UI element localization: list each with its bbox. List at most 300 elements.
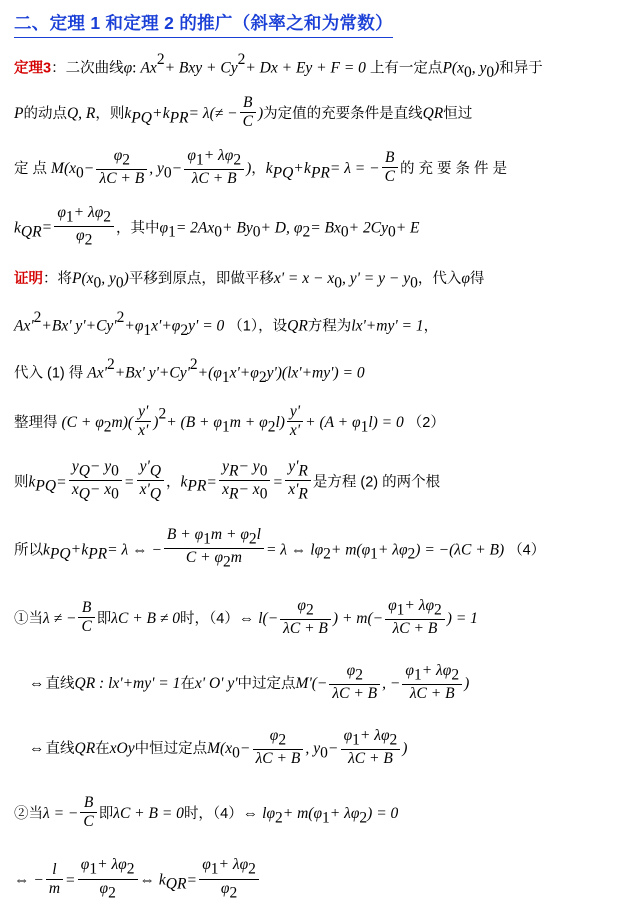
case3-M-sub: 0 xyxy=(232,744,240,762)
theorem-text-c: 和异于 xyxy=(499,60,543,77)
frac-num xyxy=(78,856,138,879)
frac-lphi2: + λφ xyxy=(359,726,390,744)
case-line-4 xyxy=(14,793,626,833)
frac-num xyxy=(402,662,462,685)
theorem-section xyxy=(0,52,640,251)
theorem-text-a: 二次曲线 xyxy=(65,60,124,77)
proof-p5b: 是方程 (2) 的两个根 xyxy=(312,474,441,491)
proof-phi-sym: φ xyxy=(461,270,470,288)
theorem-phi2-eq2: + 2Cy xyxy=(348,219,388,237)
proof-eq3-e: y')(lx'+my') = 0 xyxy=(266,364,365,382)
case-line-5 xyxy=(14,858,626,903)
theorem-QR-line: QR xyxy=(422,105,444,123)
frac-num xyxy=(253,727,304,750)
proof-p6-eq2: = λ ⇔ lφ xyxy=(265,540,324,558)
frac-num: y' xyxy=(135,403,151,422)
frac-xpr: x' xyxy=(288,481,299,499)
frac-phi1-sub: 1 xyxy=(413,666,422,684)
frac-lphi2: + λφ xyxy=(97,856,127,874)
frac-num: B xyxy=(78,599,94,618)
case3-y-sub: 0 xyxy=(320,744,328,762)
fraction-l-over-m xyxy=(46,861,63,898)
case1-c: 时，（4） xyxy=(180,611,239,628)
case4-eq2: ⇔ lφ xyxy=(242,804,276,822)
proof-line-4 xyxy=(14,402,626,442)
proof-kpq-sub: PQ xyxy=(35,477,57,495)
theorem-lambda-eq: = λ(≠ − xyxy=(188,105,238,123)
theorem-M-close: ) xyxy=(246,160,252,178)
theorem-colon: ： xyxy=(51,60,66,77)
frac-num: B xyxy=(382,149,398,168)
frac-yr-sub: R xyxy=(229,462,239,480)
theorem-l3a: 定 点 xyxy=(14,161,48,178)
proof-p5-comma: ， xyxy=(166,474,181,491)
case3-QR: QR xyxy=(74,739,96,757)
frac-x0-sub: 0 xyxy=(111,485,119,503)
proof-eq3-sup2: 2 xyxy=(189,356,198,374)
frac-num xyxy=(385,597,445,620)
theorem-text-b: 上有一定点 xyxy=(369,60,443,77)
frac-den: λC + B xyxy=(392,620,438,638)
frac-plus-lphi: + λφ xyxy=(203,146,234,164)
frac-phi1: φ xyxy=(202,856,211,874)
frac-phi2-sub: 2 xyxy=(103,208,112,226)
frac-lphi2: + λφ xyxy=(404,596,435,614)
frac-xr-sub: R xyxy=(229,485,239,503)
frac-den: λC + B xyxy=(283,620,328,638)
frac-ypr: y' xyxy=(288,458,299,476)
case2-QR: QR : lx'+my' = 1 xyxy=(74,675,181,693)
proof-shift-eq2: , y' = y − y xyxy=(341,270,411,288)
case1-eq: λ ≠ − xyxy=(43,610,77,628)
theorem-line-4 xyxy=(14,203,626,251)
case3-sys: xOy xyxy=(109,739,135,757)
theorem-eq-sup2: 2 xyxy=(237,51,246,68)
proof-line-5 xyxy=(14,460,626,505)
fraction-phi1lphi2-over-lcb xyxy=(184,147,244,188)
proof-p6-eq: = λ ⇔ − xyxy=(107,540,162,558)
proof-eq4-s2b: 2 xyxy=(267,418,276,436)
frac-yq-sub: Q xyxy=(78,462,90,480)
theorem-phi: φ xyxy=(123,59,133,77)
proof-lm-eq: lx'+my' = 1 xyxy=(351,317,424,335)
proof-eq1-num: （1）， xyxy=(228,318,273,335)
case4-eq3: + m(φ xyxy=(282,804,323,822)
proof-p6-plus: + xyxy=(71,540,81,558)
proof-eq3-a: Ax' xyxy=(87,364,107,382)
frac-minus-y0: − y xyxy=(89,458,112,476)
frac-l: l xyxy=(256,525,261,543)
theorem-kpr2: k xyxy=(304,160,311,178)
frac-phi2-sub: 2 xyxy=(434,601,442,619)
frac-minus-x0: − x xyxy=(238,481,260,499)
proof-eq5-eq3: = xyxy=(207,473,217,491)
case1-eq3: ) + m(− xyxy=(332,610,384,628)
frac-den-phi-sub: 2 xyxy=(229,883,238,901)
case1-eq2: ⇔ l(− xyxy=(238,610,279,628)
frac-num: B xyxy=(240,94,256,113)
frac-phi1-sub: 1 xyxy=(65,208,74,226)
proof-eq4-d: + (B + φ xyxy=(166,413,222,431)
frac-phi2-sub: 2 xyxy=(248,860,256,878)
proof-line-6 xyxy=(14,525,626,573)
frac-num xyxy=(280,597,331,620)
proof-eq4-g: + (A + φ xyxy=(305,413,361,431)
proof-eq3-c: +(φ xyxy=(197,364,222,382)
frac-phi2-sub: 2 xyxy=(126,860,135,878)
fraction-yp-over-xp-2 xyxy=(287,403,303,440)
proof-kpr-sub: PR xyxy=(187,477,207,495)
fraction-phi1lphi2-over-phi2-2 xyxy=(199,856,259,901)
proof-eq1-b: +Bx' y'+Cy' xyxy=(41,317,117,335)
proof-label: 证明 xyxy=(14,271,43,288)
frac-phi1: φ xyxy=(80,856,90,874)
proof-p2c: 方程为 xyxy=(307,318,352,335)
theorem-phi2-eq2-sub: 0 xyxy=(387,223,396,241)
proof-P-point: P(x xyxy=(72,270,94,288)
frac-xr: x xyxy=(222,481,229,499)
proof-eq1-sup: 2 xyxy=(33,309,42,327)
case5-eq2: = xyxy=(66,871,75,889)
frac-phi1-sub: 1 xyxy=(352,731,360,749)
proof-shift-eq: x' = x − x xyxy=(273,270,335,288)
frac-ypq-sub: Q xyxy=(149,462,162,480)
frac-num xyxy=(341,727,401,750)
theorem-kpq2: k xyxy=(265,160,273,178)
theorem-kpr-sub: PR xyxy=(169,109,189,127)
frac-B-phi1: B + φ xyxy=(166,525,204,543)
frac-den xyxy=(164,549,264,571)
case2-c: 中过定点 xyxy=(237,676,296,693)
frac-den: λC + B xyxy=(409,684,455,702)
proof-kpq2: k xyxy=(43,540,50,558)
proof-eq3-d: x'+φ xyxy=(229,364,259,382)
theorem-point-sub1: 0 xyxy=(463,63,472,81)
fraction-phi2-lcb-3 xyxy=(253,727,304,768)
fraction-B-over-C-4 xyxy=(80,794,96,831)
theorem-point-2: , y xyxy=(471,59,487,77)
frac-den: C xyxy=(83,812,94,830)
proof-p6-eq5: ) = −(λC + B) xyxy=(415,540,505,558)
proof-eq4-s1: 1 xyxy=(221,418,230,436)
case3-b: 在 xyxy=(95,740,110,757)
proof-p6-s2: 2 xyxy=(323,545,331,563)
frac-num xyxy=(137,458,164,481)
frac-phi: φ xyxy=(269,726,279,744)
case2-a: 直线 xyxy=(45,676,75,693)
theorem-P: P xyxy=(14,105,24,123)
theorem-phi2-eq-sub: 0 xyxy=(340,223,349,241)
iff-arrow-1: ⇔ xyxy=(29,675,45,693)
theorem-phi2-eq: = Bx xyxy=(310,219,341,237)
theorem-plus-2: + xyxy=(294,160,304,178)
proof-eq4-c: ) xyxy=(153,413,159,431)
case-marker-2: ② xyxy=(14,805,29,822)
theorem-l3c: 的 充 要 条 件 是 xyxy=(399,161,508,178)
frac-phi: φ xyxy=(346,661,356,679)
theorem-plus: + xyxy=(152,105,162,123)
case-marker-1: ① xyxy=(14,611,29,628)
proof-p6-s1: 1 xyxy=(370,545,378,563)
theorem-phi1-eq2: + By xyxy=(222,219,253,237)
case4-s2b: 2 xyxy=(359,809,368,827)
frac-phi-sub: 2 xyxy=(305,601,314,619)
proof-p5a: 则 xyxy=(14,474,29,491)
theorem-minus-1: − xyxy=(84,160,94,178)
frac-phi: φ xyxy=(113,146,123,164)
frac-phi1: φ xyxy=(405,661,414,679)
frac-den xyxy=(199,880,259,902)
case-line-2 xyxy=(14,661,626,705)
theorem-paren-close: ) xyxy=(257,105,264,123)
case2-sys: x' O' y' xyxy=(194,675,238,693)
frac-den: λC + B xyxy=(332,684,378,702)
fraction-kqr xyxy=(54,204,114,249)
proof-p6a: 所以 xyxy=(14,541,43,558)
theorem-phi1: φ xyxy=(159,219,169,237)
theorem-M-sub: 0 xyxy=(75,164,84,182)
theorem-M-comma: , y xyxy=(149,160,164,178)
theorem-kqr-sub: QR xyxy=(20,223,42,241)
frac-phi1: φ xyxy=(343,726,353,744)
frac-num xyxy=(219,458,270,481)
frac-lphi2: + λφ xyxy=(421,661,452,679)
frac-m: m xyxy=(230,548,242,566)
frac-den: λC + B xyxy=(255,749,301,767)
theorem-M: M(x xyxy=(51,160,76,178)
frac-y0-sub: 0 xyxy=(259,462,268,480)
page-title xyxy=(0,0,640,38)
case1-b: 即 xyxy=(96,611,112,628)
frac-num xyxy=(54,204,114,227)
theorem-phi2-sub: 2 xyxy=(302,223,311,241)
theorem-line-1 xyxy=(14,52,626,80)
fraction-yp-over-xp xyxy=(135,403,151,440)
proof-P-sub1: 0 xyxy=(93,274,102,292)
frac-den xyxy=(78,880,138,902)
fraction-phi2-lcb-2 xyxy=(329,662,380,703)
theorem-kpr2-sub: PR xyxy=(310,164,330,182)
frac-phi1-sub: 1 xyxy=(195,151,204,169)
frac-den: C xyxy=(242,113,253,131)
case4-b: 即 xyxy=(98,805,114,822)
frac-num xyxy=(285,458,311,481)
case4-s2: 2 xyxy=(275,809,283,827)
frac-C-phi2: C + φ xyxy=(185,548,224,566)
proof-eq4-f: l) xyxy=(275,413,285,431)
frac-phi-sub: 2 xyxy=(355,666,363,684)
frac-den: λC + B xyxy=(191,170,237,188)
theorem-lam-eq: = λ = − xyxy=(329,160,380,178)
fraction-B-over-C xyxy=(240,94,256,131)
frac-den: C xyxy=(384,167,395,185)
theorem-kpq: k xyxy=(124,105,132,123)
fraction-yq-minus-y0 xyxy=(69,458,122,503)
frac-lphi2: + λφ xyxy=(218,856,249,874)
theorem-phi2-eq3: + E xyxy=(395,219,420,237)
fraction-phi1lphi2-lcb-3 xyxy=(341,727,401,768)
theorem-kpr: k xyxy=(162,105,170,123)
frac-xpq: x' xyxy=(139,481,150,499)
frac-den xyxy=(219,481,270,503)
frac-phi2-sub: 2 xyxy=(389,731,398,749)
proof-eq5-eq: = xyxy=(57,473,66,491)
frac-y0-sub: 0 xyxy=(111,462,119,480)
page-title-text: 二、定理 1 和定理 2 的推广（斜率之和为常数） xyxy=(14,10,393,38)
case3-close: ) xyxy=(402,739,408,757)
frac-den xyxy=(54,227,114,249)
proof-kpr2-sub: PR xyxy=(88,545,108,563)
frac-phi2-sub: 2 xyxy=(233,151,242,169)
fraction-big-ratio xyxy=(164,526,264,571)
proof-eq3-sup: 2 xyxy=(106,356,115,374)
frac-ypr-sub: R xyxy=(298,462,308,480)
frac-den: x' xyxy=(138,421,149,439)
frac-phi2-sub-d: 2 xyxy=(223,553,231,571)
proof-eq5-eq4: = xyxy=(273,473,283,491)
frac-phi: φ xyxy=(297,596,306,614)
frac-phi1: φ xyxy=(57,203,66,221)
case4-s1: 1 xyxy=(322,809,330,827)
frac-num xyxy=(164,526,264,549)
theorem-l4a: ，其中 xyxy=(116,220,160,237)
proof-p1b: 平移到原点，即做平移 xyxy=(128,271,274,288)
theorem-minus-2: − xyxy=(172,160,182,178)
frac-phi-sub: 2 xyxy=(122,151,131,169)
frac-num xyxy=(184,147,244,170)
theorem-colon2: : xyxy=(132,59,137,77)
theorem-eq-sup1: 2 xyxy=(156,51,165,68)
theorem-M-sub2: 0 xyxy=(163,164,172,182)
proof-eq1-s1: 1 xyxy=(143,321,152,339)
iff-arrow-2: ⇔ xyxy=(29,739,45,757)
theorem-phi1-sub: 1 xyxy=(168,223,176,241)
case2-close: ) xyxy=(464,675,470,693)
theorem-label: 定理3 xyxy=(14,60,52,77)
case1-a: 当 xyxy=(28,611,43,628)
proof-p6-eq3: + m(φ xyxy=(330,540,371,558)
proof-eq1-sup2: 2 xyxy=(116,309,125,327)
proof-QR: QR xyxy=(287,317,308,335)
case2-M: M'(− xyxy=(295,675,328,693)
proof-eq4-e: m + φ xyxy=(229,413,268,431)
proof-p6-eq4: + λφ xyxy=(377,540,408,558)
theorem-l2d: 恒过 xyxy=(443,106,473,123)
case5-eq: ⇔ − xyxy=(14,871,44,889)
case4-c: 时，（4） xyxy=(183,805,243,822)
proof-p3a: 代入 (1) 得 xyxy=(14,365,84,382)
frac-ypq: y' xyxy=(139,458,150,476)
case3-minus: − xyxy=(240,739,250,757)
frac-xq-sub: Q xyxy=(78,485,90,503)
theorem-phi1-eq2-sub: 0 xyxy=(252,223,261,241)
proof-p1a: 将 xyxy=(57,271,72,288)
case4-a: 当 xyxy=(28,805,43,822)
frac-phi1: φ xyxy=(187,146,196,164)
frac-num: y' xyxy=(287,403,303,422)
proof-eq6-num: （4） xyxy=(508,541,546,558)
frac-phi1-sub: 1 xyxy=(203,529,211,547)
frac-phi-sub: 2 xyxy=(278,731,287,749)
proof-shift-sub2: 0 xyxy=(410,274,418,292)
case3-minus2: − xyxy=(328,739,338,757)
frac-num xyxy=(199,856,259,879)
proof-eq4-a: (C + φ xyxy=(61,413,104,431)
case3-comma: , xyxy=(305,739,310,757)
fraction-ypr-over-xpr xyxy=(285,458,311,503)
case4-eq4: + λφ xyxy=(329,804,360,822)
frac-xq: x xyxy=(71,481,79,499)
theorem-QR-points: Q, R xyxy=(66,105,96,123)
proof-eq1-e: y' = 0 xyxy=(188,317,225,335)
frac-den-phi-sub: 2 xyxy=(108,883,116,901)
theorem-kpq-sub: PQ xyxy=(131,109,152,127)
frac-minus-x0: − x xyxy=(89,481,112,499)
case3-M: M(x xyxy=(207,739,233,757)
frac-m-phi2: m + φ xyxy=(210,525,249,543)
case2-b: 在 xyxy=(180,676,195,693)
fraction-ypq-over-xpq xyxy=(137,458,164,503)
proof-eq4-sup: 2 xyxy=(158,405,167,423)
proof-eq5-eq2: = xyxy=(124,473,134,491)
frac-phi2-sub: 2 xyxy=(248,529,257,547)
frac-x0-sub: 0 xyxy=(259,485,268,503)
proof-eq1-a: Ax' xyxy=(14,317,34,335)
case5-eq3: ⇔ k xyxy=(139,871,166,889)
case1-cond: λC + B ≠ 0 xyxy=(111,610,181,628)
case-line-1 xyxy=(14,596,626,640)
proof-P-3: ) xyxy=(123,270,129,288)
theorem-l2b: ，则 xyxy=(95,106,125,123)
proof-eq1-d: x'+φ xyxy=(151,317,181,335)
theorem-point-sub2: 0 xyxy=(486,63,495,81)
proof-eq3-s1: 1 xyxy=(221,369,230,387)
case1-eq4: ) = 1 xyxy=(446,610,478,628)
fraction-B-over-C-2 xyxy=(382,149,398,186)
theorem-phi1-eq: = 2Ax xyxy=(175,219,215,237)
proof-eq4-num: （2） xyxy=(407,414,445,431)
frac-yr: y xyxy=(222,458,229,476)
theorem-phi1-eq-sub: 0 xyxy=(214,223,223,241)
case5-kqr-sub: QR xyxy=(165,876,187,894)
proof-eq4-s1b: 1 xyxy=(360,418,369,436)
frac-den xyxy=(69,481,122,503)
proof-p2d: ， xyxy=(423,318,439,335)
case2-comma: , − xyxy=(382,675,401,693)
frac-den-phi: φ xyxy=(99,879,109,897)
proof-kpq2-sub: PQ xyxy=(49,545,71,563)
proof-eq4-s2: 2 xyxy=(103,418,112,436)
frac-phi1-sub: 1 xyxy=(396,601,405,619)
theorem-eq-3: + Dx + Ey + F = 0 xyxy=(245,59,366,77)
proof-eq4-b: m)( xyxy=(111,413,134,431)
theorem-point-3: ) xyxy=(494,59,500,77)
frac-den: λC + B xyxy=(348,749,393,767)
theorem-l3b: ， xyxy=(251,161,266,178)
theorem-kpq2-sub: PQ xyxy=(272,164,294,182)
frac-xpr-sub: R xyxy=(298,485,308,503)
theorem-l2c: 为定值的充要条件是直线 xyxy=(263,106,423,123)
frac-num: B xyxy=(80,794,96,813)
theorem-eq4: = xyxy=(42,219,52,237)
theorem-l2a: 的动点 xyxy=(23,106,67,123)
proof-eq1-c: +φ xyxy=(124,317,144,335)
frac-num xyxy=(96,147,147,170)
case4-cond: λC + B = 0 xyxy=(113,804,184,822)
frac-xpq-sub: Q xyxy=(149,485,162,503)
proof-p6-s2b: 2 xyxy=(407,545,416,563)
frac-den: C xyxy=(81,617,92,635)
